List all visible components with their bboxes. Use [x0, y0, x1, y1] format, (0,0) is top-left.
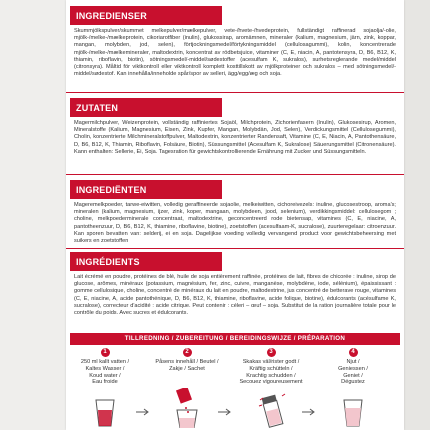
left-background [0, 0, 66, 430]
section-french [66, 252, 404, 317]
divider [66, 92, 404, 93]
section-text: Skummjölkspulver/skummet melkepulver/mælkepulver, vete-/hvete-/hvedeprotein, fullständigt raffinerad sojaolja/-olie, mjölk-/melke-/mælkeprotein, cikoriarotfiber (inulin), glukossirap, aromämnen, mineraler (kalium, magnesium, järn, zink, koppar, mangan, molybden, jod, selen), förtjockningsmedel/förtykningsmiddel (cellulosagummi), kolin, koncentrerade mjölk-/melke-/mælkemineraler, maltodextrin, koncentrat av rödbetsjuice, vitaminer (C, E, niacin, A, pantotensyra, D, B6, B12, K, thiamin, riboflavin, biotin), sötningsmedel/-middel/sødestoffer (acesulfam K, sukralos), surhetsreglerande medel/middel (citronsyra). Måltid för viktkontroll eller viktkontroll komplett kosttillskott av mjölkproteiner och sukralos – med sötningsmedel/-middel/sødestof. Kan innehålla/inneholde spår/spor av selleri, ägg/egg/æg och soja. [74, 28, 396, 78]
section-header: ZUTATEN [70, 98, 222, 117]
section-header: INGRÉDIENTS [70, 252, 222, 271]
preparation-header: TILLREDNING / ZUBEREITUNG / BEREIDINGSWIJZE / PRÉPARATION [70, 333, 400, 345]
prep-step-1 [70, 348, 140, 386]
drink-glass-icon [342, 398, 364, 428]
step-text: Skakas väl/rister godt / Kräftig schütteln / Krachtig schudden / Secouez vigoureusement [239, 359, 303, 386]
arrow-right-icon [136, 408, 150, 416]
arrow-right-icon [218, 408, 232, 416]
step-number: 2 [183, 348, 192, 357]
section-text: Lait écrémé en poudre, protéines de blé, huile de soja entièrement raffinée, protéines de lait, fibres de chicorée : inuline, sirop de glucose, arômes, minéraux (potassium, magnésium, fer, zinc, cuivre, manganèse, molybdène, iode, sélénium), épaississant : gomme cellulosique, choline, concentré de minéraux du lait en poudre, maltodextrine, jus concentré de betterave rouge, vitamines (C, E, niacine, A, acide pantothénique, D, B6, B12, K, thiamine, riboflavine, acide folique, biotine), édulcorants (acésulfame K, sucralose), correcteur d'acidité : acide citrique. Peut contenir : céleri – œuf – soja. Substitut de la ration journalière totale pour le contrôle du poids. Avec sucres et édulcorants. [74, 274, 396, 317]
package-panel [66, 0, 404, 430]
arrow-right-icon [302, 408, 316, 416]
step-text: Njut / Geniessen / Geniet / Dégustez [338, 359, 368, 386]
divider [66, 248, 404, 249]
section-header: INGREDIENSER [70, 6, 222, 25]
section-header: INGREDIËNTEN [70, 180, 222, 199]
preparation-steps [66, 348, 404, 430]
step-text: 250 ml kallt vatten / Kaltes Wasser / Koud water / Eau froide [80, 359, 130, 386]
step-text: Påsens innehåll / Beutel / Zakje / Sachet [155, 359, 219, 372]
prep-step-2 [152, 348, 222, 373]
divider [66, 174, 404, 175]
step-number: 4 [349, 348, 358, 357]
step-number: 3 [267, 348, 276, 357]
section-german [66, 98, 404, 156]
sachet-pour-icon [172, 388, 202, 428]
section-swedish [66, 6, 404, 78]
section-text: Magermilchpulver, Weizenprotein, vollständig raffiniertes Sojaöl, Milchprotein, Zichorienfasern (Inulin), Glukosesirup, Aromen, Mineralstoffe (Kalium, Magnesium, Eisen, Zink, Kupfer, Mangan, Molybdän, Jod, Selen), Verdickungsmittel (Cellulosegummi), Cholin, konzentrierte Milchmineralstoffpulver, Maltodextrin, konzentrierter Randensaft, Vitamine (C, E, Niacin, A, Pantothensäure, D, B6, B12, K, Thiamin, Riboflavin, Folsäure, Biotin), Süssungsmittel (Acesulfam K, Sukralose) Säuerungsmittel (Citronensäure). Kann enthalten: Sellerie, Ei, Soja. Tagesration für gewichtskontrollierende Ernährung mit Zucker und Süssungsmitteln. [74, 120, 396, 155]
right-background [404, 0, 430, 430]
section-dutch [66, 180, 404, 245]
step-number: 1 [101, 348, 110, 357]
prep-step-3 [236, 348, 306, 386]
water-glass-icon [94, 398, 116, 428]
shaker-icon [258, 392, 286, 428]
section-text: Mageremelkpoeder, tarwe-eiwitten, volledig geraffineerde sojaolie, melkeiwitten, cichoreivezels: inuline, glucosestroop, aroma's; mineralen (kalium, magnesium, ijzer, zink, koper, mangaan, molybdeen, jood, selenium), verdikkingsmiddel: cellulosegom ; choline, melkpoederminerale concentraat, maltodextrine, geconcentreerd rode bietensap, vitamines (C, E, niacine, A, pantotheenzuur, D, B6, B12, K, thiamine, riboflavine, biotine), zoetstoffen (acesulfaam-K, sucralose), zuurteregelaar: citroenzuur. Kan sporen bevatten van: selderij, ei en soja. Dagelijkse voeding volledig vervangend product voor gewichtsbeheersing met suikers en zoetstoffen [74, 202, 396, 245]
prep-step-4 [318, 348, 388, 386]
